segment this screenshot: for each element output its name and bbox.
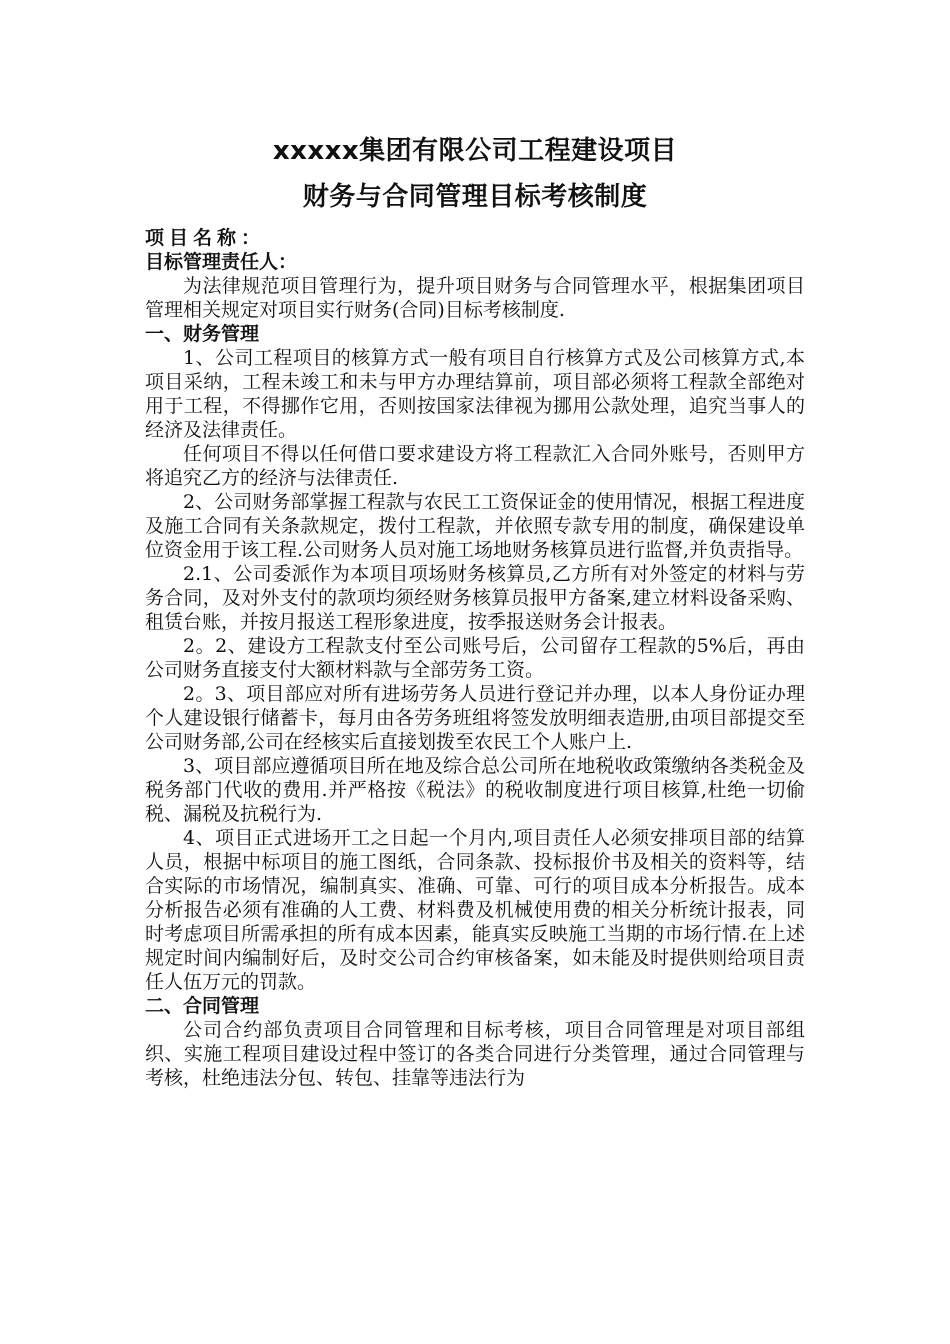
project-name-label: 项目名称： bbox=[145, 227, 266, 249]
finance-paragraph: 任何项目不得以任何借口要求建设方将工程款汇入合同外账号，否则甲方将追究乙方的经济与法律责任. bbox=[145, 443, 805, 489]
finance-paragraph: 2.1、公司委派作为本项目项场财务核算员,乙方所有对外签定的材料与劳务合同，及对外支付的款项均须经财务核算员报甲方备案,建立材料设备采购、租赁台账，并按月报送工程形象进度，按季报送财务会计报表。 bbox=[145, 563, 805, 633]
document-page bbox=[145, 128, 805, 1090]
finance-paragraph: 1、公司工程项目的核算方式一般有项目自行核算方式及公司核算方式,本项目采纳，工程未竣工和未与甲方办理结算前，项目部必须将工程款全部绝对用于工程，不得挪作它用，否则按国家法律视为挪用公款处理，追究当事人的经济及法律责任。 bbox=[145, 347, 805, 441]
document-title-line2: 财务与合同管理目标考核制度 bbox=[302, 182, 648, 212]
contract-paragraph: 公司合约部负责项目合同管理和目标考核，项目合同管理是对项目部组织、实施工程项目建设过程中签订的各类合同进行分类管理，通过合同管理与考核，杜绝违法分包、转包、挂靠等违法行为 bbox=[145, 1019, 805, 1089]
finance-paragraph: 4、项目正式进场开工之日起一个月内,项目责任人必须安排项目部的结算人员，根据中标项目的施工图纸，合同条款、投标报价书及相关的资料等，结合实际的市场情况，编制真实、准确、可靠、可行的项目成本分析报告。成本分析报告必须有准确的人工费、材料费及机械使用费的相关分析统计报表，同时考虑项目所需承担的所有成本因素，能真实反映施工当期的市场行情.在上述规定时间内编制好后，及时交公司合约审核备案，如未能及时提供则给项目责任人伍万元的罚款。 bbox=[145, 827, 805, 993]
document-title-line1: xxxxx集团有限公司工程建设项目 bbox=[272, 136, 678, 166]
responsible-person-label: 目标管理责任人： bbox=[145, 251, 298, 273]
finance-paragraph: 2、公司财务部掌握工程款与农民工工资保证金的使用情况，根据工程进度及施工合同有关条款规定，拨付工程款，并依照专款专用的制度，确保建设单位资金用于该工程.公司财务人员对施工场地财务核算员进行监督,并负责指导。 bbox=[145, 491, 805, 561]
intro-paragraph: 为法律规范项目管理行为，提升项目财务与合同管理水平，根据集团项目管理相关规定对项目实行财务(合同)目标考核制度. bbox=[145, 275, 805, 321]
finance-paragraph: 2。3、项目部应对所有进场劳务人员进行登记并办理，以本人身份证办理个人建设银行储蓄卡，每月由各劳务班组将签发放明细表造册,由项目部提交至公司财务部,公司在经核实后直接划拨至农民工个人账户上. bbox=[145, 683, 805, 753]
section-heading-contract: 二、合同管理 bbox=[145, 995, 260, 1017]
finance-paragraph: 3、项目部应遵循项目所在地及综合总公司所在地税收政策缴纳各类税金及税务部门代收的费用.并严格按《税法》的税收制度进行项目核算,杜绝一切偷税、漏税及抗税行为. bbox=[145, 755, 805, 825]
section-heading-finance: 一、财务管理 bbox=[145, 323, 260, 345]
finance-paragraph: 2。2、建设方工程款支付至公司账号后，公司留存工程款的5%后，再由公司财务直接支付大额材料款与全部劳务工资。 bbox=[145, 635, 805, 681]
